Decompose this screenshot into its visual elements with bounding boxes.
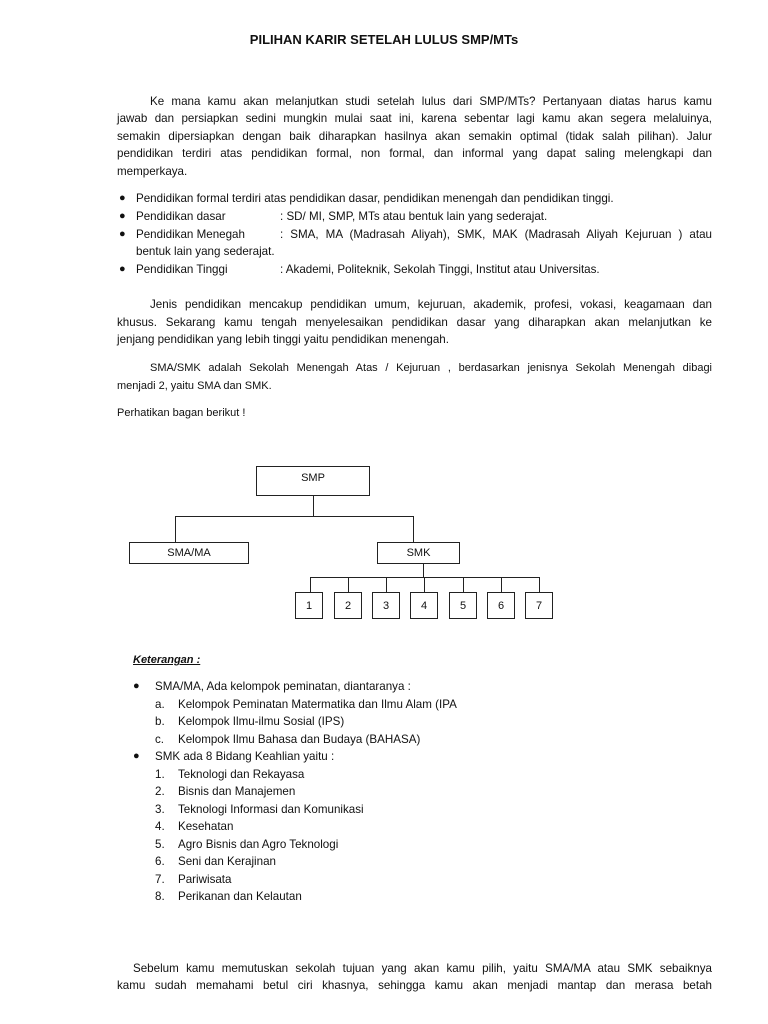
- chart-node-3: 3: [372, 592, 400, 619]
- list-marker: 4.: [155, 820, 165, 833]
- list-item: Bisnis dan Manajemen: [178, 785, 296, 798]
- bullet-label: Pendidikan Menegah: [136, 228, 245, 241]
- list-marker: 1.: [155, 768, 165, 781]
- bullet-icon: ●: [119, 228, 126, 240]
- chart-connector: [413, 516, 414, 542]
- jenis-line: jenjang pendidikan yang lebih tinggi yaitu pendidikan menengah.: [117, 333, 449, 346]
- intro-line: pendidikan terdiri atas pendidikan formal, non formal, dan informal yang dapat saling melengkapi dan: [117, 147, 712, 160]
- chart-node-smk: SMK: [377, 542, 460, 564]
- chart-node-sma-ma: SMA/MA: [129, 542, 249, 564]
- chart-connector: [348, 577, 349, 592]
- closing-line: Sebelum kamu memutuskan sekolah tujuan yang akan kamu pilih, yaitu SMA/MA atau SMK sebaiknya: [133, 962, 712, 975]
- list-item: Kelompok Ilmu-ilmu Sosial (IPS): [178, 715, 345, 728]
- chart-connector: [175, 516, 414, 517]
- list-item: Kelompok Peminatan Matermatika dan Ilmu Alam (IPA: [178, 698, 457, 711]
- keterangan-label: Keterangan :: [133, 654, 201, 666]
- chart-connector: [539, 577, 540, 592]
- list-item: Perikanan dan Kelautan: [178, 890, 302, 903]
- bullet-icon: ●: [119, 192, 126, 204]
- bullet-continuation: bentuk lain yang sederajat.: [136, 245, 275, 258]
- bullet-icon: ●: [133, 680, 140, 692]
- jenis-line: khusus. Sekarang kamu tengah menyelesaikan pendidikan dasar yang diharapkan akan melanjutkan ke: [117, 316, 712, 329]
- chart-node-smp: SMP: [256, 466, 370, 496]
- chart-node-2: 2: [334, 592, 362, 619]
- list-item: Kelompok Ilmu Bahasa dan Budaya (BAHASA): [178, 733, 421, 746]
- smk-group-head: SMK ada 8 Bidang Keahlian yaitu :: [155, 750, 335, 763]
- chart-connector: [313, 496, 314, 516]
- list-marker: 5.: [155, 838, 165, 851]
- intro-line: memperkaya.: [117, 165, 188, 178]
- list-item: Teknologi dan Rekayasa: [178, 768, 305, 781]
- chart-connector: [501, 577, 502, 592]
- chart-node-5: 5: [449, 592, 477, 619]
- sma-smk-line: SMA/SMK adalah Sekolah Menengah Atas / Kejuruan , berdasarkan jenisnya Sekolah Menengah dibagi: [150, 362, 712, 374]
- bullet-label: Pendidikan Tinggi: [136, 263, 228, 276]
- bullet-icon: ●: [119, 263, 126, 275]
- chart-connector: [310, 577, 311, 592]
- chart-connector: [386, 577, 387, 592]
- closing-line: kamu sudah memahami betul ciri khasnya, sehingga kamu akan menjadi mantap dan merasa betah: [117, 979, 712, 992]
- sma-smk-line: menjadi 2, yaitu SMA dan SMK.: [117, 380, 272, 392]
- jenis-line: Jenis pendidikan mencakup pendidikan umum, kejuruan, akademik, profesi, vokasi, keagamaan dan: [150, 298, 712, 311]
- bullet-value: : SD/ MI, SMP, MTs atau bentuk lain yang sederajat.: [280, 210, 548, 223]
- list-marker: a.: [155, 698, 165, 711]
- list-marker: 8.: [155, 890, 165, 903]
- list-marker: c.: [155, 733, 165, 746]
- list-marker: b.: [155, 715, 165, 728]
- list-item: Agro Bisnis dan Agro Teknologi: [178, 838, 339, 851]
- bullet-value: : SMA, MA (Madrasah Aliyah), SMK, MAK (Madrasah Aliyah Kejuruan ) atau: [280, 228, 712, 241]
- bullet-label: Pendidikan dasar: [136, 210, 226, 223]
- page-title: PILIHAN KARIR SETELAH LULUS SMP/MTs: [249, 32, 519, 47]
- chart-connector: [423, 564, 424, 577]
- bullet-text: Pendidikan formal terdiri atas pendidikan dasar, pendidikan menengah dan pendidikan tinggi.: [136, 192, 614, 205]
- bullet-icon: ●: [133, 750, 140, 762]
- chart-node-6: 6: [487, 592, 515, 619]
- intro-line: Ke mana kamu akan melanjutkan studi setelah lulus dari SMP/MTs? Pertanyaan diatas harus kamu: [150, 95, 712, 108]
- list-item: Teknologi Informasi dan Komunikasi: [178, 803, 364, 816]
- chart-connector: [463, 577, 464, 592]
- list-item: Pariwisata: [178, 873, 232, 886]
- list-marker: 7.: [155, 873, 165, 886]
- sma-group-head: SMA/MA, Ada kelompok peminatan, diantaranya :: [155, 680, 411, 693]
- perhatikan-text: Perhatikan bagan berikut !: [117, 407, 246, 419]
- chart-connector: [424, 577, 425, 592]
- intro-line: semakin dipersiapkan dengan baik diharapkan hasilnya akan semakin optimal (tidak salah pilihan). Jalur: [117, 130, 712, 143]
- chart-connector: [310, 577, 540, 578]
- list-item: Seni dan Kerajinan: [178, 855, 276, 868]
- list-marker: 2.: [155, 785, 165, 798]
- intro-line: jawab dan persiapkan sedini mungkin mulai saat ini, karena sebentar lagi kamu akan segera melaluinya,: [117, 112, 712, 125]
- bullet-icon: ●: [119, 210, 126, 222]
- chart-node-1: 1: [295, 592, 323, 619]
- chart-node-4: 4: [410, 592, 438, 619]
- list-item: Kesehatan: [178, 820, 234, 833]
- chart-connector: [175, 516, 176, 542]
- list-marker: 6.: [155, 855, 165, 868]
- bullet-value: : Akademi, Politeknik, Sekolah Tinggi, Institut atau Universitas.: [280, 263, 600, 276]
- chart-node-7: 7: [525, 592, 553, 619]
- list-marker: 3.: [155, 803, 165, 816]
